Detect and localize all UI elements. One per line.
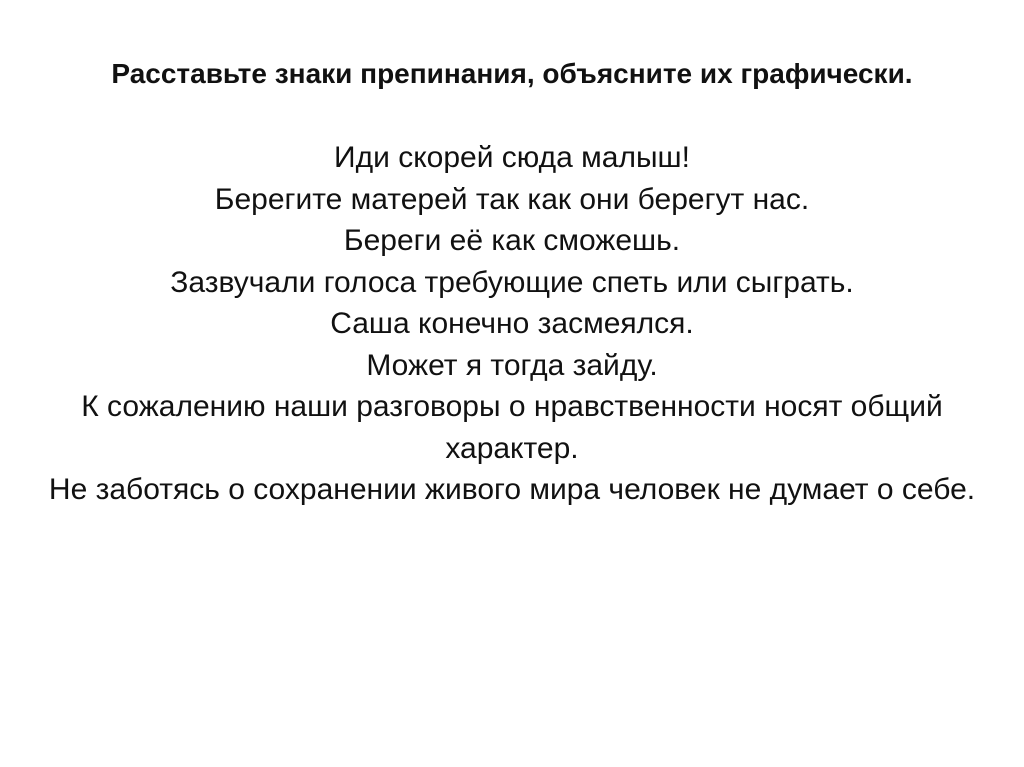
- slide-title: Расставьте знаки препинания, объясните их графически.: [111, 58, 913, 89]
- sentence-line: К сожалению наши разговоры о нравственности носят общий характер.: [81, 390, 943, 465]
- sentence-line: Береги её как сможешь.: [343, 224, 681, 257]
- sentence-line: Может я тогда зайду.: [366, 348, 658, 382]
- sentence-list: [40, 137, 984, 511]
- sentence-line: Саша конечно засмеялся.: [330, 307, 694, 340]
- sentence-line: Зазвучали голоса требующие спеть или сыграть.: [170, 265, 854, 299]
- sentence-line: Берегите матерей так как они берегут нас.: [214, 182, 810, 216]
- sentence-line: Не заботясь о сохранении живого мира человек не думает о себе.: [48, 473, 976, 506]
- sentence-line: Иди скорей сюда малыш!: [334, 141, 690, 174]
